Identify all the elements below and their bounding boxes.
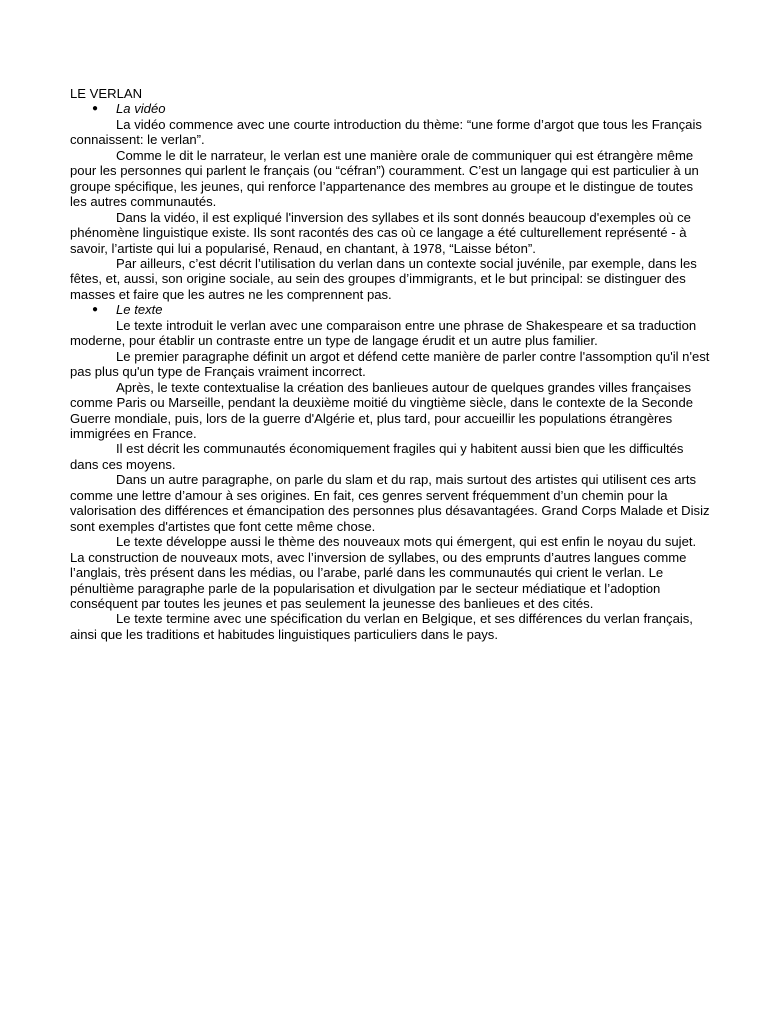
paragraph: Le premier paragraphe définit un argot et défend cette manière de parler contre l'assomption qu'il n'est pas plus qu'un type de Français vraiment incorrect. bbox=[70, 348, 710, 380]
paragraph: Le texte développe aussi le thème des nouveaux mots qui émergent, qui est enfin le noyau du sujet. La construction de nouveaux mots, avec l’inversion de syllabes, ou des emprunts d’autres langues comme l’anglais, très présent dans les médias, ou l’arabe, parlé dans les communautés qui crient le verlan. Le pénultième paragraphe parle de la popularisation et divulgation par le secteur médiatique et l’adoption conséquent par toutes les jeunes et pas seulement la jeunesse des banlieues et des cités. bbox=[70, 534, 697, 611]
paragraph: Le texte termine avec une spécification du verlan en Belgique, et ses différences du verlan français, ainsi que les traditions et habitudes linguistiques particuliers dans le pays. bbox=[70, 611, 693, 642]
document-page bbox=[70, 86, 710, 642]
paragraph: Le texte introduit le verlan avec une comparaison entre une phrase de Shakespeare et sa traduction moderne, pour établir un contraste entre un type de langage érudit et un autre plus familier. bbox=[70, 317, 697, 349]
section-heading-text bbox=[70, 302, 710, 317]
document-title: LE VERLAN bbox=[70, 86, 143, 101]
paragraph: Dans un autre paragraphe, on parle du slam et du rap, mais surtout des artistes qui utilisent ces arts comme une lettre d’amour à ses origines. En fait, ces genres servent fréquemment d’un chemin pour la valorisation des différences et émancipation des personnes plus désavantagées. Grand Corps Malade et Disiz sont exemples d'artistes que font cette même chose. bbox=[70, 472, 710, 534]
paragraph: Comme le dit le narrateur, le verlan est une manière orale de communiquer qui est étrangère même pour les personnes qui parlent le français (ou “céfran”) couramment. C’est un langage qui est particulier à un groupe spécifique, les jeunes, qui renforce l’appartenance des membres au groupe et le distingue de toutes les autres communautés. bbox=[70, 147, 699, 210]
paragraph: Par ailleurs, c’est décrit l’utilisation du verlan dans un contexte social juvénile, par exemple, dans les fêtes, et, aussi, son origine sociale, au sein des groupes d’immigrants, et le but principal: se distinguer des masses et faire que les autres ne les comprennent pas. bbox=[70, 255, 697, 302]
paragraph: Dans la vidéo, il est expliqué l'inversion des syllabes et ils sont donnés beaucoup d'exemples où ce phénomène linguistique existe. Ils sont racontés des cas où ce langage a été culturellement représenté - à savoir, l’artiste qui lui a popularisé, Renaud, en chantant, à 1978, “Laisse béton”. bbox=[70, 209, 691, 256]
section-heading-label: Le texte bbox=[116, 302, 163, 318]
paragraph: Après, le texte contextualise la création des banlieues autour de quelques grandes villes françaises comme Paris ou Marseille, pendant la deuxième moitié du vingtième siècle, dans le contexte de la Seconde Guerre mondiale, puis, lors de la guerre d'Algérie et, plus tard, pour accueillir les populations étrangères immigrées en France. bbox=[70, 379, 694, 441]
section-heading-label: La vidéo bbox=[116, 101, 166, 117]
bullet-icon: ● bbox=[92, 103, 99, 115]
paragraph: Il est décrit les communautés économiquement fragiles qui y habitent aussi bien que les difficultés dans ces moyens. bbox=[70, 441, 684, 472]
paragraph: La vidéo commence avec une courte introduction du thème: “une forme d’argot que tous les Français connaissent: le verlan”. bbox=[70, 116, 702, 148]
section-heading-video bbox=[70, 101, 710, 116]
bullet-icon: ● bbox=[92, 304, 99, 316]
